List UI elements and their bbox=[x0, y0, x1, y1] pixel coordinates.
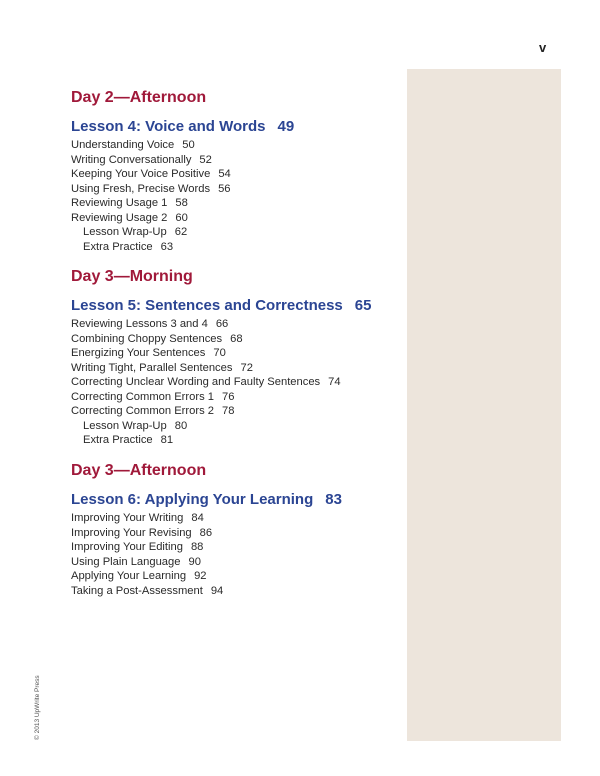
entry-label: Improving Your Revising bbox=[71, 526, 192, 539]
toc-entry[interactable] bbox=[71, 211, 188, 225]
lesson-heading[interactable] bbox=[71, 491, 342, 508]
entry-page: 68 bbox=[230, 332, 243, 345]
entry-label: Using Plain Language bbox=[71, 555, 181, 568]
day-heading: Day 3—Morning bbox=[71, 268, 193, 285]
entry-page: 90 bbox=[188, 555, 201, 568]
entry-label: Using Fresh, Precise Words bbox=[71, 182, 211, 195]
toc-entry[interactable] bbox=[71, 167, 231, 181]
entry-label: Writing Tight, Parallel Sentences bbox=[71, 361, 233, 374]
entry-label: Correcting Unclear Wording and Faulty Sentences bbox=[71, 376, 321, 388]
entry-page: 60 bbox=[175, 211, 188, 224]
toc-entry[interactable] bbox=[83, 240, 173, 254]
toc-entry[interactable] bbox=[71, 153, 212, 167]
entry-label: Correcting Common Errors 2 bbox=[71, 405, 214, 417]
toc-entry[interactable] bbox=[71, 404, 234, 418]
toc-entry[interactable] bbox=[71, 182, 231, 196]
entry-label: Lesson Wrap-Up bbox=[83, 419, 167, 432]
entry-label: Combining Choppy Sentences bbox=[71, 332, 223, 345]
toc-entry[interactable] bbox=[71, 511, 204, 525]
entry-page: 84 bbox=[191, 512, 204, 524]
day-heading: Day 2—Afternoon bbox=[71, 89, 207, 106]
entry-page: 54 bbox=[218, 168, 231, 180]
toc-entry[interactable] bbox=[71, 390, 234, 404]
entry-page: 94 bbox=[210, 584, 224, 597]
entry-label: Applying Your Learning bbox=[71, 570, 187, 582]
entry-page: 88 bbox=[190, 541, 204, 553]
toc-entry[interactable] bbox=[71, 317, 228, 331]
entry-label: Writing Conversationally bbox=[71, 153, 192, 166]
entry-page: 52 bbox=[199, 153, 212, 166]
entry-page: 76 bbox=[222, 390, 235, 403]
toc-entry[interactable] bbox=[71, 361, 253, 375]
toc-entry[interactable] bbox=[71, 332, 243, 346]
entry-page: 92 bbox=[194, 570, 207, 582]
entry-label: Improving Your Writing bbox=[71, 512, 184, 524]
toc-entry[interactable] bbox=[71, 540, 203, 554]
entry-label: Energizing Your Sentences bbox=[71, 347, 206, 359]
entry-page: 56 bbox=[218, 182, 231, 195]
toc-entry[interactable] bbox=[71, 196, 188, 210]
toc-entry[interactable] bbox=[83, 433, 173, 447]
entry-page: 62 bbox=[174, 226, 188, 238]
entry-label: Reviewing Lessons 3 and 4 bbox=[71, 318, 208, 330]
entry-page: 63 bbox=[160, 240, 174, 253]
entry-label: Correcting Common Errors 1 bbox=[71, 390, 214, 403]
entry-page: 50 bbox=[182, 139, 195, 151]
entry-page: 80 bbox=[174, 419, 188, 432]
entry-page: 66 bbox=[215, 318, 229, 330]
toc-entry[interactable] bbox=[71, 569, 207, 583]
sidebar-panel bbox=[407, 69, 561, 741]
toc-entry[interactable] bbox=[71, 555, 201, 569]
toc-entry[interactable] bbox=[71, 584, 223, 598]
toc-entry[interactable] bbox=[71, 138, 195, 152]
toc-entry[interactable] bbox=[71, 375, 341, 389]
entry-page: 86 bbox=[199, 526, 213, 539]
entry-label: Improving Your Editing bbox=[71, 541, 183, 553]
entry-page: 72 bbox=[240, 361, 253, 374]
entry-label: Lesson Wrap-Up bbox=[83, 226, 167, 238]
page-number: v bbox=[539, 40, 547, 55]
lesson-title: Lesson 6: Applying Your Learning bbox=[71, 491, 314, 508]
lesson-page: 83 bbox=[325, 491, 342, 508]
lesson-page: 49 bbox=[277, 118, 295, 135]
entry-label: Extra Practice bbox=[83, 434, 153, 446]
entry-label: Taking a Post-Assessment bbox=[71, 584, 203, 597]
toc-entry[interactable] bbox=[71, 346, 226, 360]
lesson-heading[interactable] bbox=[71, 118, 294, 135]
entry-page: 81 bbox=[160, 434, 174, 446]
copyright-notice: © 2013 UpWrite Press bbox=[34, 675, 41, 740]
entry-label: Extra Practice bbox=[83, 240, 153, 253]
entry-label: Reviewing Usage 2 bbox=[71, 211, 168, 224]
entry-page: 70 bbox=[213, 347, 226, 359]
toc-entry[interactable] bbox=[83, 225, 187, 239]
entry-page: 74 bbox=[328, 376, 341, 388]
lesson-title: Lesson 5: Sentences and Correctness bbox=[71, 297, 343, 314]
entry-page: 78 bbox=[222, 405, 235, 417]
entry-label: Understanding Voice bbox=[71, 139, 175, 151]
lesson-page: 65 bbox=[354, 297, 372, 314]
lesson-heading[interactable] bbox=[71, 297, 371, 314]
toc-entry[interactable] bbox=[83, 419, 187, 433]
entry-label: Reviewing Usage 1 bbox=[71, 197, 168, 209]
day-heading: Day 3—Afternoon bbox=[71, 462, 207, 479]
lesson-title: Lesson 4: Voice and Words bbox=[71, 118, 266, 135]
toc-entry[interactable] bbox=[71, 526, 212, 540]
entry-page: 58 bbox=[175, 197, 188, 209]
entry-label: Keeping Your Voice Positive bbox=[71, 168, 211, 180]
